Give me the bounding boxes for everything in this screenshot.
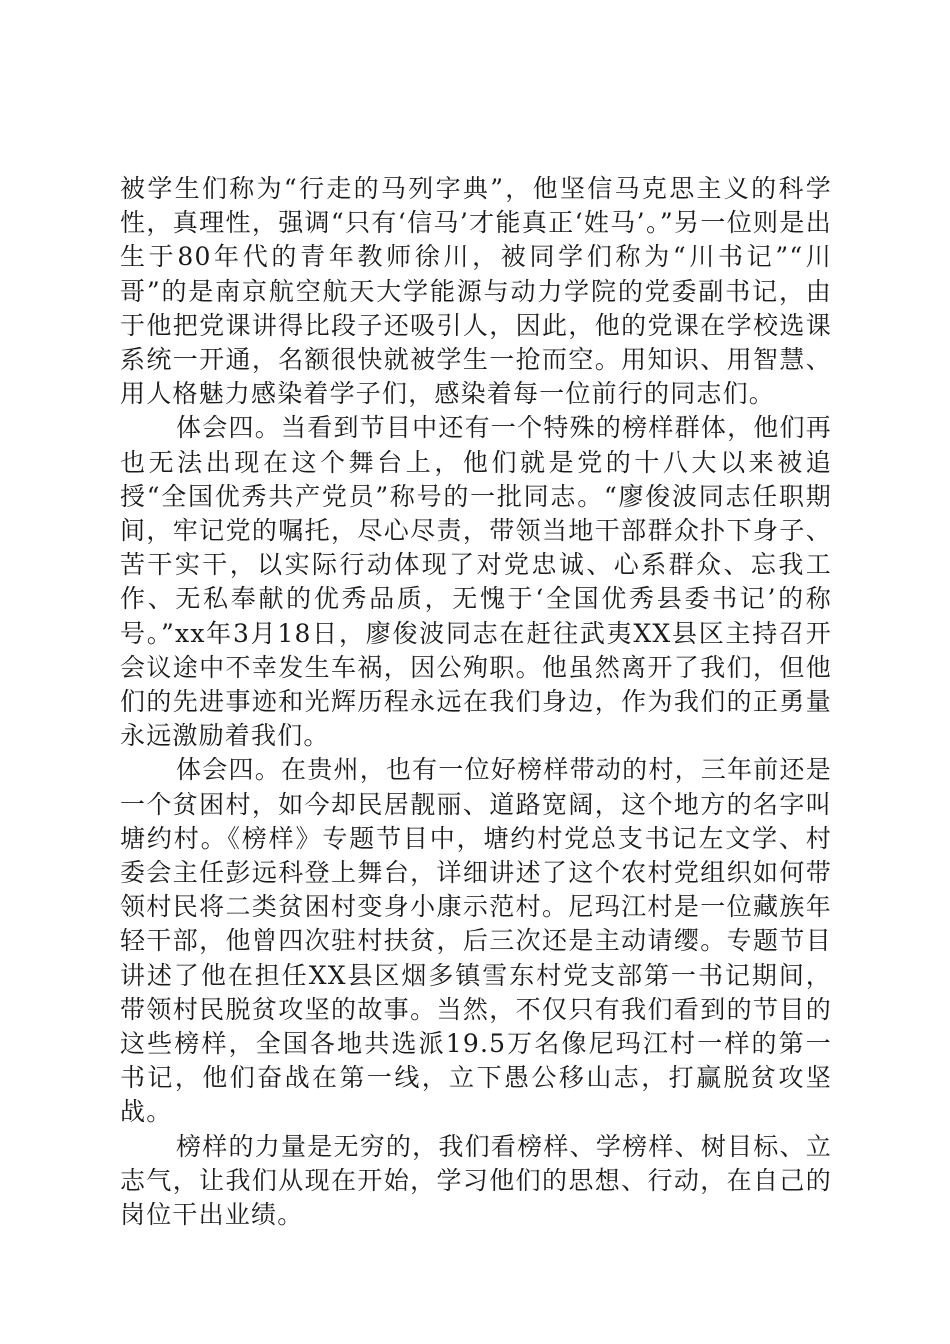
paragraph-experience-four-a: 体会四。当看到节目中还有一个特殊的榜样群体，他们再也无法出现在这个舞台上，他们就是党的十八大以来被追授“全国优秀共产党员”称号的一批同志。“廖俊波同志任职期间，牢记党的嘱托，尽心尽责，带领当地干部群众扑下身子、苦干实干，以实际行动体现了对党忠诚、心系群众、忘我工作、无私奉献的优秀品质，无愧于‘全国优秀县委书记’的称号。”xx年3月18日，廖俊波同志在赶往武夷XX县区主持召开会议途中不幸发生车祸，因公殉职。他虽然离开了我们，但他们的先进事迹和光辉历程永远在我们身边，作为我们的正勇量永远激励着我们。 <box>120 413 832 751</box>
paragraph-continuation: 被学生们称为“行走的马列字典”，他坚信马克思主义的科学性，真理性，强调“只有‘信马’才能真正‘姓马’。”另一位则是出生于80年代的青年教师徐川，被同学们称为“川书记”“川哥”的是南京航空航天大学能源与动力学院的党委副书记，由于他把党课讲得比段子还吸引人，因此，他的党课在学校选课系统一开通，名额很快就被学生一抢而空。用知识、用智慧、用人格魅力感染着学子们，感染着每一位前行的同志们。 <box>120 174 832 409</box>
paragraph-conclusion: 榜样的力量是无穷的，我们看榜样、学榜样、树目标、立志气，让我们从现在开始，学习他们的思想、行动，在自己的岗位干出业绩。 <box>120 1131 832 1230</box>
paragraph-experience-four-b: 体会四。在贵州，也有一位好榜样带动的村，三年前还是一个贫困村，如今却民居靓丽、道路宽阔，这个地方的名字叫塘约村。《榜样》专题节目中，塘约村党总支书记左文学、村委会主任彭远科登上舞台，详细讲述了这个农村党组织如何带领村民将二类贫困村变身小康示范村。尼玛江村是一位藏族年轻干部，他曾四次驻村扶贫，后三次还是主动请缨。专题节目讲述了他在担任XX县区烟多镇雪东村党支部第一书记期间，带领村民脱贫攻坚的故事。当然，不仅只有我们看到的节目的这些榜样，全国各地共选派19.5万名像尼玛江村一样的第一书记，他们奋战在第一线，立下愚公移山志，打赢脱贫攻坚战。 <box>120 755 832 1127</box>
document-body <box>120 172 832 1232</box>
